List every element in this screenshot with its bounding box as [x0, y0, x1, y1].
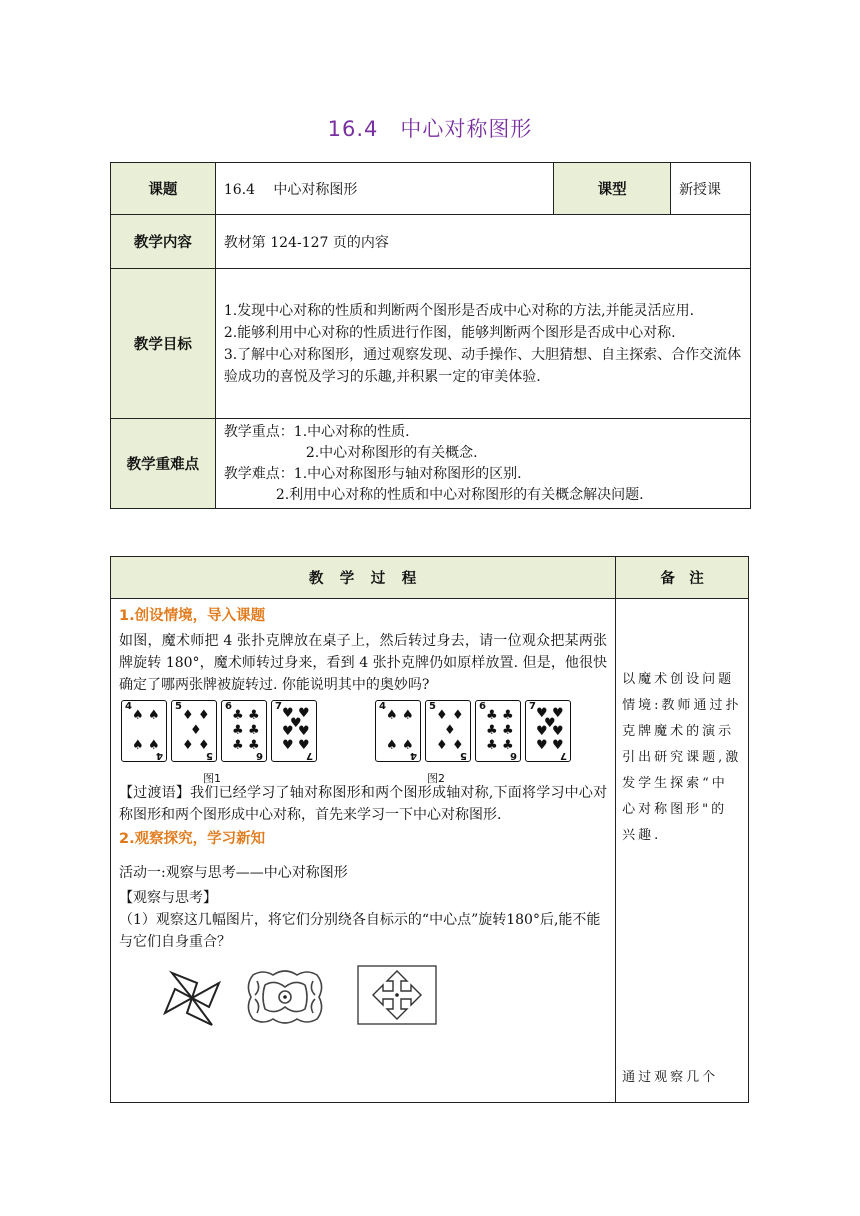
note-text: 通过观察几个	[622, 1070, 719, 1085]
card-rank: 5	[429, 701, 436, 712]
suit-pip: ♣	[248, 723, 260, 738]
suit-pip: ♠	[386, 708, 398, 723]
playing-card-5	[171, 700, 217, 762]
suit-pip: ♠	[132, 738, 144, 753]
card-rank: 7	[529, 701, 536, 712]
suit-pip: ♥	[282, 738, 294, 753]
playing-card-7	[525, 700, 571, 762]
process-body	[111, 599, 616, 1103]
suit-pip: ♦	[190, 723, 202, 738]
suit-pip: ♥	[536, 724, 548, 739]
suit-pip: ♥	[282, 706, 294, 721]
note-header: 备 注	[616, 557, 749, 599]
observe-title: 【观察与思考】	[119, 890, 217, 906]
card-rank: 5	[460, 750, 467, 761]
card-rank: 4	[410, 750, 417, 761]
suit-pip: ♦	[436, 738, 448, 753]
suit-pip: ♥	[552, 738, 564, 753]
four-arrows-icon	[357, 965, 437, 1025]
card-rank: 7	[275, 701, 282, 712]
card-rank: 6	[256, 750, 263, 761]
suit-pip: ♦	[198, 738, 210, 753]
card-figures	[119, 700, 607, 785]
suit-pip: ♦	[452, 708, 464, 723]
playing-card-7	[271, 700, 317, 762]
intro-paragraph: 如图，魔术师把 4 张扑克牌放在桌子上，然后转过身去，请一位观众把某两张牌旋转 180°，魔术师转过身来，看到 4 张扑克牌仍如原样放置. 但是，他很快确定了哪两张牌被旋转过. 你能说明其中的奥妙吗?	[119, 633, 608, 693]
activity-title: 活动一:观察与思考——中心对称图形	[119, 865, 348, 881]
goal-item: 3.了解中心对称图形，通过观察发现、动手操作、大胆猜想、自主探索、合作交流体验成功的喜悦及学习的乐趣,并积累一定的审美体验.	[223, 346, 742, 385]
card-rank: 6	[225, 701, 232, 712]
suit-pip: ♣	[248, 708, 260, 723]
figure-label: 图1	[203, 772, 221, 785]
card-rank: 5	[175, 701, 182, 712]
card-rank: 6	[479, 701, 486, 712]
lesson-info-table	[110, 162, 751, 509]
card-rank: 4	[125, 701, 132, 712]
suit-pip: ♥	[536, 706, 548, 721]
suit-pip: ♣	[486, 738, 498, 753]
card-rank: 6	[510, 750, 517, 761]
section-title: 2.观察探究，学习新知	[119, 831, 266, 847]
transition-paragraph: 【过渡语】我们已经学习了轴对称图形和两个图形成轴对称,下面将学习中心对称图形和两个图形成中心对称，首先来学习一下中心对称图形.	[119, 785, 608, 823]
topic-label: 课题	[111, 163, 216, 215]
playing-card-4	[121, 700, 167, 762]
content-value: 教材第 124-127 页的内容	[215, 215, 750, 269]
content-label: 教学内容	[111, 215, 216, 269]
suit-pip: ♥	[536, 738, 548, 753]
type-value: 新授课	[671, 163, 751, 215]
suit-pip: ♥	[298, 724, 310, 739]
suit-pip: ♥	[282, 724, 294, 739]
note-column	[616, 599, 749, 1103]
suit-pip: ♦	[436, 708, 448, 723]
card-rank: 7	[306, 750, 313, 761]
suit-pip: ♣	[232, 723, 244, 738]
question-text: （1）观察这几幅图片，将它们分别绕各自标示的“中心点”旋转180°后,能不能与它们自身重合？	[119, 912, 601, 950]
note-text: 以魔术创设问题情境:教师通过扑克牌魔术的演示引出研究课题,激发学生探索“中心对称图形"的兴趣.	[622, 672, 742, 843]
suit-pip: ♥	[290, 716, 302, 731]
card-rank: 5	[206, 750, 213, 761]
suit-pip: ♣	[232, 708, 244, 723]
goal-item: 2.能够利用中心对称的性质进行作图，能够判断两个图形是否成中心对称.	[223, 324, 676, 341]
topic-value: 16.4 中心对称图形	[215, 163, 553, 215]
suit-pip: ♣	[486, 708, 498, 723]
card-rank: 4	[156, 750, 163, 761]
suit-pip: ♥	[552, 706, 564, 721]
suit-pip: ♣	[502, 708, 514, 723]
goals-list	[215, 269, 750, 419]
suit-pip: ♠	[132, 708, 144, 723]
playing-card-5	[425, 700, 471, 762]
suit-pip: ♠	[386, 738, 398, 753]
suit-pip: ♣	[486, 723, 498, 738]
suit-pip: ♣	[248, 738, 260, 753]
keypoint-line: 教学难点：1.中心对称图形与轴对称图形的区别.	[223, 465, 522, 482]
pinwheel-icon	[157, 965, 227, 1031]
goal-item: 1.发现中心对称的性质和判断两个图形是否成中心对称的方法,并能灵活应用.	[223, 302, 695, 319]
suit-pip: ♦	[452, 738, 464, 753]
playing-card-6	[221, 700, 267, 762]
suit-pip: ♦	[198, 708, 210, 723]
suit-pip: ♦	[182, 708, 194, 723]
suit-pip: ♦	[444, 723, 456, 738]
goals-label: 教学目标	[111, 269, 216, 419]
card-rank: 4	[379, 701, 386, 712]
suit-pip: ♥	[552, 724, 564, 739]
suit-pip: ♠	[402, 708, 414, 723]
symmetry-figures	[119, 963, 607, 1033]
keypoint-line: 2.中心对称图形的有关概念.	[305, 444, 478, 461]
suit-pip: ♥	[298, 738, 310, 753]
playing-card-6	[475, 700, 521, 762]
suit-pip: ♠	[148, 738, 160, 753]
suit-pip: ♥	[298, 706, 310, 721]
process-table	[110, 556, 749, 1103]
keypoints-label: 教学重难点	[111, 419, 216, 509]
keypoint-line: 2.利用中心对称的性质和中心对称图形的有关概念解决问题.	[275, 486, 644, 503]
card-rank: 7	[560, 750, 567, 761]
suit-pip: ♣	[232, 738, 244, 753]
playing-card-4	[375, 700, 421, 762]
suit-pip: ♣	[502, 738, 514, 753]
suit-pip: ♣	[502, 723, 514, 738]
ornament-icon	[243, 967, 327, 1027]
keypoints-list	[215, 419, 750, 509]
page-title: 16.4 中心对称图形	[327, 117, 533, 141]
type-label: 课型	[554, 163, 671, 215]
suit-pip: ♥	[544, 716, 556, 731]
suit-pip: ♠	[402, 738, 414, 753]
section-title: 1.创设情境，导入课题	[119, 608, 266, 624]
suit-pip: ♦	[182, 738, 194, 753]
keypoint-line: 教学重点：1.中心对称的性质.	[223, 423, 410, 440]
process-header: 教 学 过 程	[111, 557, 616, 599]
figure-label: 图2	[427, 772, 445, 785]
suit-pip: ♠	[148, 708, 160, 723]
